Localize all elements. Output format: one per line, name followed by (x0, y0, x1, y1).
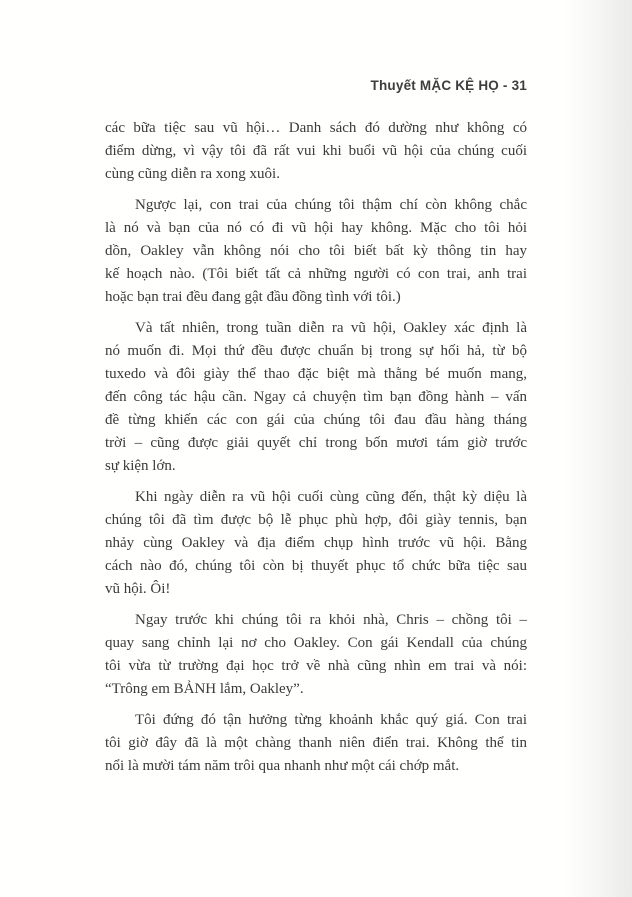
paragraph (105, 317, 527, 478)
text-line: là nó và bạn của nó có đi vũ hội hay không. Mặc cho tôi hỏi (105, 220, 528, 236)
paragraph (105, 117, 527, 186)
text-line: dồn, Oakley vẫn không nói cho tôi biết bất kỳ thông tin hay (105, 243, 527, 259)
text-line: tôi vừa từ trường đại học trở về nhà cũng nhìn em trai và nói: (105, 658, 528, 674)
text-line: “Trông em BẢNH lắm, Oakley”. (105, 681, 304, 697)
text-line: vũ hội. Ôi! (105, 581, 171, 597)
text-line: Tôi đứng đó tận hưởng từng khoảnh khắc quý giá. Con trai (135, 712, 527, 728)
text-line: cách nào đó, chúng tôi còn bị thuyết phục tổ chức bữa tiệc sau (105, 558, 527, 574)
text-line: sự kiện lớn. (105, 458, 176, 474)
text-line: kế hoạch nào. (Tôi biết tất cả những người có con trai, anh trai (105, 266, 527, 282)
paragraph (105, 486, 527, 601)
text-line: đến công tác hậu cần. Ngay cả chuyện tìm bạn đồng hành – vấn (105, 389, 527, 405)
text-line: Ngay trước khi chúng tôi ra khỏi nhà, Chris – chồng tôi – (135, 612, 527, 628)
running-header: Thuyết MẶC KỆ HỌ - 31 (370, 78, 527, 93)
text-line: Khi ngày diễn ra vũ hội cuối cùng cũng đến, thật kỳ diệu là (135, 489, 527, 505)
page-edge-shadow (564, 0, 632, 897)
text-line: tôi giờ đây đã là một chàng thanh niên điển trai. Không thể tin (105, 735, 527, 751)
text-line: nhảy cùng Oakley và địa điểm chụp hình trước vũ hội. Bằng (105, 535, 527, 551)
text-line: chúng tôi đã tìm được bộ lễ phục phù hợp, đôi giày tennis, bạn (105, 512, 527, 528)
text-line: tuxedo và đôi giày thể thao đặc biệt mà thằng bé muốn mang, (105, 366, 527, 382)
text-line: các bữa tiệc sau vũ hội… Danh sách đó dường như không có (105, 120, 527, 136)
text-line: Và tất nhiên, trong tuần diễn ra vũ hội, Oakley xác định là (135, 320, 527, 336)
text-line: Ngược lại, con trai của chúng tôi thậm chí còn không chắc (135, 197, 527, 213)
text-line: cùng cũng diễn ra xong xuôi. (105, 166, 280, 182)
paragraph (105, 609, 527, 701)
text-line: nó muốn đi. Mọi thứ đều được chuẩn bị trong sự hối hả, từ bộ (105, 343, 527, 359)
text-line: hoặc bạn trai đều đang gật đầu đồng tình với tôi.) (105, 289, 401, 305)
paragraph (105, 709, 527, 778)
paragraph (105, 194, 527, 309)
text-line: nổi là mười tám năm trôi qua nhanh như một cái chớp mắt. (105, 758, 460, 774)
text-line: đề từng khiến các con gái của chúng tôi đau đầu hàng tháng (105, 412, 527, 428)
text-line: điểm dừng, vì vậy tôi đã rất vui khi buổi vũ hội của chúng cuối (105, 143, 527, 159)
text-line: trời – cũng được giải quyết chỉ trong bốn mươi tám giờ trước (105, 435, 527, 451)
page-body-text (105, 117, 527, 786)
text-line: quay sang chỉnh lại nơ cho Oakley. Con gái Kendall của chúng (105, 635, 527, 651)
